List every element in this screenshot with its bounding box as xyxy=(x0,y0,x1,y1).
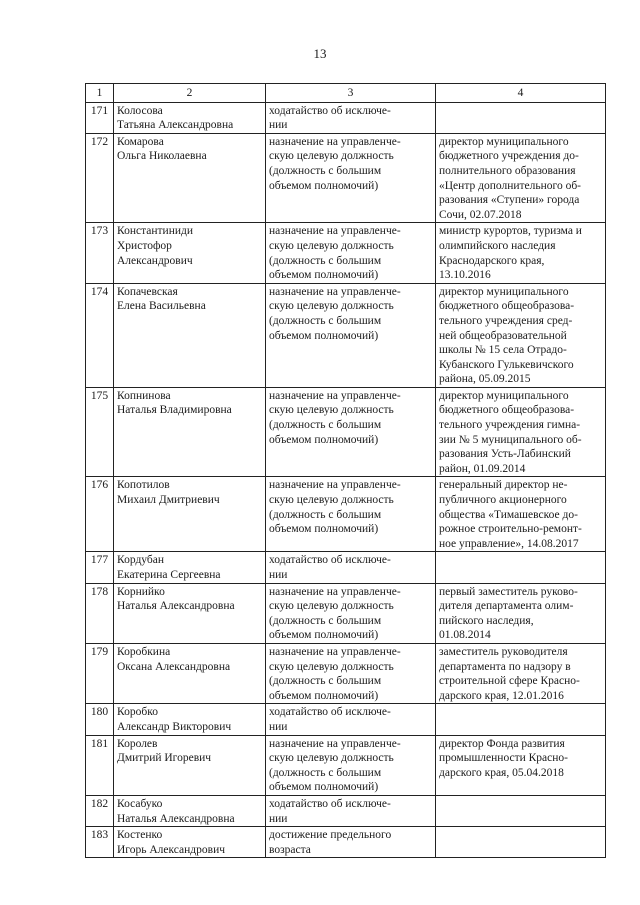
position-cell: министр курортов, туризма и олимпийского наследия Краснодарского края, 13.10.2016 xyxy=(436,223,606,283)
person-name-cell: Кордубан Екатерина Сергеевна xyxy=(114,552,266,583)
table-row xyxy=(86,795,606,826)
table-row xyxy=(86,583,606,643)
position-cell: директор Фонда развития промышленности Красно- дарского края, 05.04.2018 xyxy=(436,735,606,795)
row-number-cell: 182 xyxy=(86,795,114,826)
table-row xyxy=(86,827,606,858)
row-number-cell: 180 xyxy=(86,704,114,735)
person-name-cell: Комарова Ольга Николаевна xyxy=(114,133,266,223)
reason-cell: достижение предельного возраста xyxy=(266,827,436,858)
row-number-cell: 181 xyxy=(86,735,114,795)
table-row xyxy=(86,735,606,795)
table-row xyxy=(86,387,606,477)
page-number: 13 xyxy=(313,46,327,61)
person-name-cell: Коробко Александр Викторович xyxy=(114,704,266,735)
position-cell xyxy=(436,102,606,133)
position-cell: директор муниципального бюджетного общеобразова- тельного учреждения сред- ней общеобразовательной школы № 15 села Отрадо- Кубанского Гулькевичского района, 05.09.2015 xyxy=(436,283,606,387)
position-cell: генеральный директор не- публичного акционерного общества «Тимашевское до- рожное строительно-ремонт- ное управление», 14.08.2017 xyxy=(436,477,606,552)
person-name-cell: Корнийко Наталья Александровна xyxy=(114,583,266,643)
position-cell: директор муниципального бюджетного общеобразова- тельного учреждения гимна- зии № 5 муниципального об- разования Усть-Лабинский район, 01.09.2014 xyxy=(436,387,606,477)
position-cell xyxy=(436,704,606,735)
column-number-row xyxy=(86,84,606,103)
row-number-cell: 183 xyxy=(86,827,114,858)
reason-cell: назначение на управленче- скую целевую должность (должность с большим объемом полномочий) xyxy=(266,735,436,795)
position-cell: первый заместитель руково- дителя департамента олим- пийского наследия, 01.08.2014 xyxy=(436,583,606,643)
reason-cell: назначение на управленче- скую целевую должность (должность с большим объемом полномочий) xyxy=(266,133,436,223)
table-row xyxy=(86,704,606,735)
reason-cell: ходатайство об исключе- нии xyxy=(266,552,436,583)
column-header-1: 1 xyxy=(86,84,114,103)
row-number-cell: 176 xyxy=(86,477,114,552)
row-number-cell: 177 xyxy=(86,552,114,583)
person-name-cell: Константиниди Христофор Александрович xyxy=(114,223,266,283)
row-number-cell: 174 xyxy=(86,283,114,387)
column-header-3: 3 xyxy=(266,84,436,103)
position-cell xyxy=(436,795,606,826)
row-number-cell: 171 xyxy=(86,102,114,133)
person-name-cell: Костенко Игорь Александрович xyxy=(114,827,266,858)
person-name-cell: Копотилов Михаил Дмитриевич xyxy=(114,477,266,552)
position-cell xyxy=(436,827,606,858)
row-number-cell: 179 xyxy=(86,643,114,703)
row-number-cell: 173 xyxy=(86,223,114,283)
table-row xyxy=(86,223,606,283)
person-name-cell: Королев Дмитрий Игоревич xyxy=(114,735,266,795)
table-row xyxy=(86,477,606,552)
row-number-cell: 178 xyxy=(86,583,114,643)
column-header-4: 4 xyxy=(436,84,606,103)
reason-cell: назначение на управленче- скую целевую должность (должность с большим объемом полномочий) xyxy=(266,387,436,477)
reason-cell: ходатайство об исключе- нии xyxy=(266,795,436,826)
table-body xyxy=(86,102,606,858)
position-cell: директор муниципального бюджетного учреждения до- полнительного образования «Центр дополнительного об- разования «Ступени» города Сочи, 02.07.2018 xyxy=(436,133,606,223)
column-header-2: 2 xyxy=(114,84,266,103)
table-row xyxy=(86,643,606,703)
reason-cell: назначение на управленче- скую целевую должность (должность с большим объемом полномочий) xyxy=(266,223,436,283)
reason-cell: назначение на управленче- скую целевую должность (должность с большим объемом полномочий) xyxy=(266,477,436,552)
table-row xyxy=(86,133,606,223)
personnel-reserve-table xyxy=(85,83,606,858)
person-name-cell: Коробкина Оксана Александровна xyxy=(114,643,266,703)
reason-cell: ходатайство об исключе- нии xyxy=(266,102,436,133)
reason-cell: назначение на управленче- скую целевую должность (должность с большим объемом полномочий) xyxy=(266,283,436,387)
person-name-cell: Косабуко Наталья Александровна xyxy=(114,795,266,826)
person-name-cell: Колосова Татьяна Александровна xyxy=(114,102,266,133)
table-row xyxy=(86,102,606,133)
person-name-cell: Копнинова Наталья Владимировна xyxy=(114,387,266,477)
table-row xyxy=(86,283,606,387)
position-cell xyxy=(436,552,606,583)
row-number-cell: 175 xyxy=(86,387,114,477)
reason-cell: ходатайство об исключе- нии xyxy=(266,704,436,735)
table-row xyxy=(86,552,606,583)
reason-cell: назначение на управленче- скую целевую должность (должность с большим объемом полномочий) xyxy=(266,583,436,643)
reason-cell: назначение на управленче- скую целевую должность (должность с большим объемом полномочий) xyxy=(266,643,436,703)
row-number-cell: 172 xyxy=(86,133,114,223)
person-name-cell: Копачевская Елена Васильевна xyxy=(114,283,266,387)
position-cell: заместитель руководителя департамента по надзору в строительной сфере Красно- дарского края, 12.01.2016 xyxy=(436,643,606,703)
